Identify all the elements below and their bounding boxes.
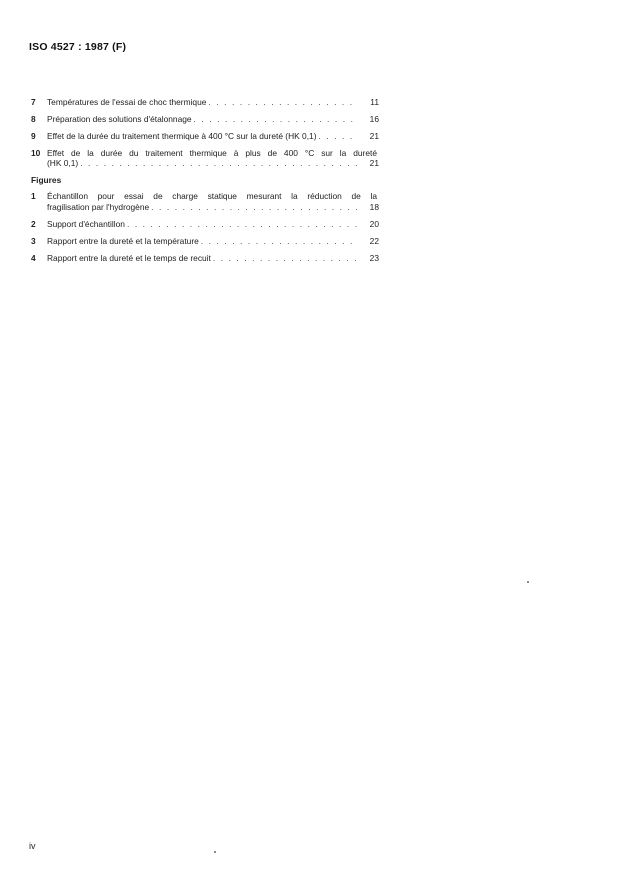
entry-page-number: 18	[369, 201, 379, 212]
dot-leader	[199, 236, 357, 246]
dot-leader	[316, 131, 357, 141]
dot-leader	[78, 158, 357, 168]
entry-title: (HK 0,1)	[47, 158, 79, 169]
toc-entry	[31, 253, 379, 263]
entry-title: Support d'échantillon	[47, 218, 125, 229]
table-of-contents	[31, 97, 379, 269]
toc-entry	[31, 131, 379, 141]
toc-entry	[31, 114, 379, 124]
dot-leader	[206, 97, 357, 107]
entry-number: 10	[31, 147, 41, 158]
entry-number: 1	[31, 191, 36, 202]
entry-title: Préparation des solutions d'étalonnage	[47, 113, 192, 124]
toc-entry	[31, 97, 379, 107]
entry-page-number: 22	[369, 235, 379, 246]
figures-section-title: Figures	[31, 175, 62, 186]
document-header: ISO 4527 : 1987 (F)	[29, 41, 127, 53]
scan-speck	[527, 581, 529, 583]
entry-page-number: 20	[369, 218, 379, 229]
entry-page-number: 16	[369, 113, 379, 124]
entry-page-number: 21	[369, 158, 379, 169]
entry-number: 4	[31, 252, 36, 263]
toc-entry	[31, 191, 379, 212]
entry-title: Échantillon pour essai de charge statique mesurant la réduction de la	[47, 191, 377, 202]
dot-leader	[192, 114, 357, 124]
toc-entry	[31, 236, 379, 246]
entry-number: 2	[31, 218, 36, 229]
toc-entry	[31, 148, 379, 169]
entry-page-number: 23	[369, 252, 379, 263]
scan-speck	[214, 851, 216, 853]
figures-list	[31, 191, 379, 263]
entry-title: Températures de l'essai de choc thermique	[47, 97, 207, 107]
entry-number: 9	[31, 130, 36, 141]
entry-title: Effet de la durée du traitement thermique à plus de 400 °C sur la dureté	[47, 147, 377, 158]
dot-leader	[211, 253, 357, 263]
entry-title: Rapport entre la dureté et la température	[47, 235, 199, 246]
entry-title: Effet de la durée du traitement thermique à 400 °C sur la dureté (HK 0,1)	[47, 130, 317, 141]
entry-page-number: 21	[369, 130, 379, 141]
toc-entry	[31, 219, 379, 229]
entry-page-number: 11	[370, 97, 379, 107]
entry-title: fragilisation par l'hydrogène	[47, 201, 150, 212]
entry-number: 3	[31, 235, 36, 246]
dot-leader	[125, 219, 357, 229]
dot-leader	[149, 202, 357, 212]
page-number: iv	[29, 841, 36, 851]
entry-number: 8	[31, 113, 36, 124]
entry-title: Rapport entre la dureté et le temps de recuit	[47, 252, 211, 263]
tables-list	[31, 97, 379, 169]
entry-number: 7	[31, 97, 36, 107]
